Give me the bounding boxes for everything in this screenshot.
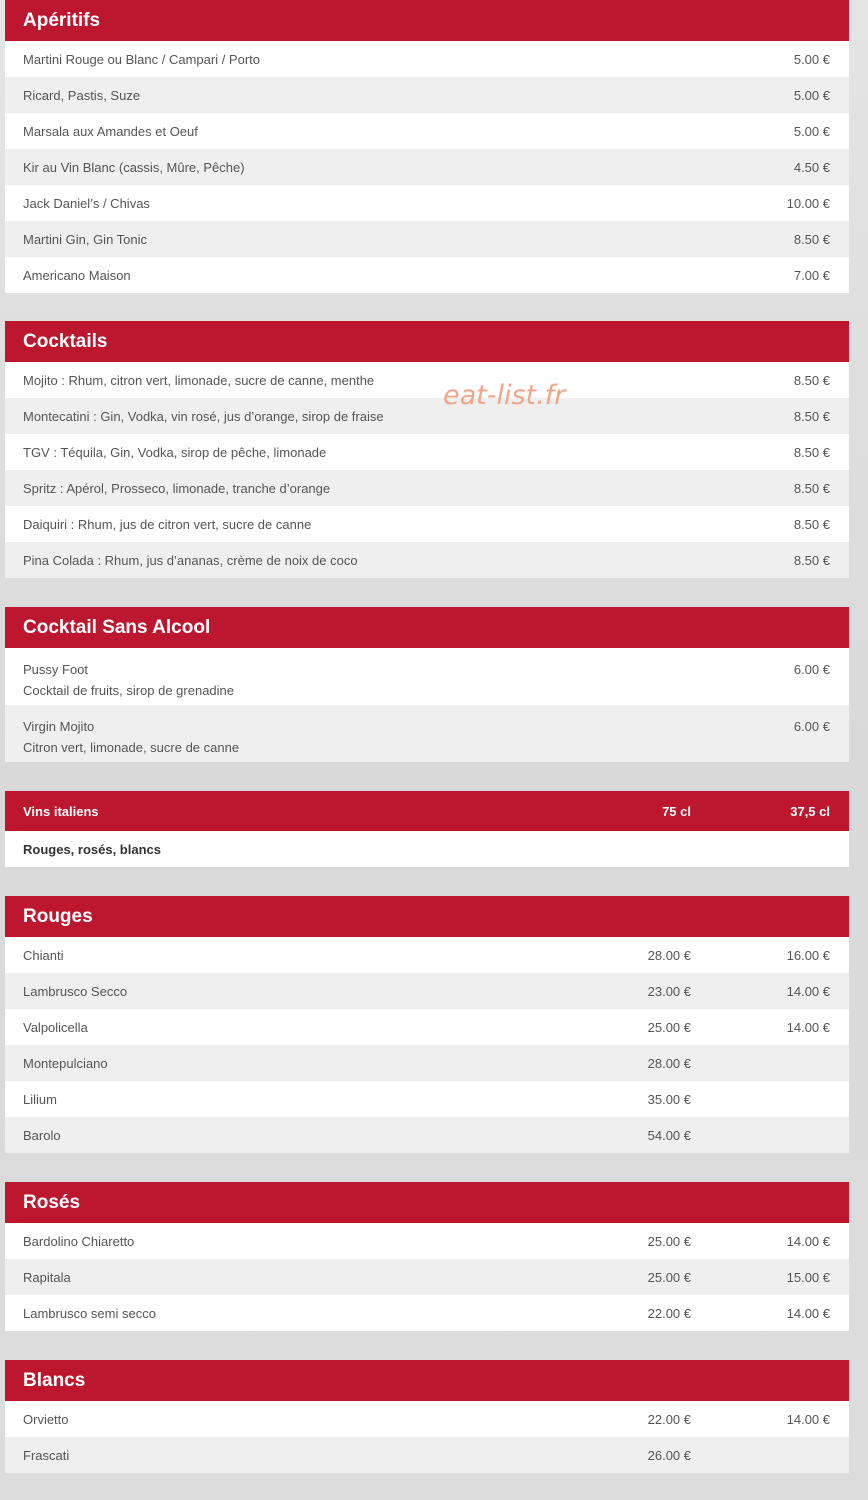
item-description: Citron vert, limonade, sucre de canne [23,740,240,755]
section-subtitle: Rouges, rosés, blancs [5,831,849,867]
section-title: Apéritifs [23,9,101,31]
section-header [5,607,849,648]
item-name: Pina Colada : Rhum, jus d’ananas, crème de noix de coco [23,552,358,568]
column-37cl: 37,5 cl [790,803,830,819]
section-header [5,1360,849,1401]
price-75cl: 26.00 € [647,1447,691,1463]
menu-item [5,113,849,149]
menu-item [5,506,849,542]
item-name: Ricard, Pastis, Suze [23,87,141,103]
item-name: Daiquiri : Rhum, jus de citron vert, sucre de canne [23,516,312,532]
wine-item [5,973,849,1009]
item-name: Montepulciano [23,1055,108,1071]
item-name: Marsala aux Amandes et Oeuf [23,123,198,139]
item-price: 6.00 € [793,719,830,734]
menu-item [5,434,849,470]
item-name: Jack Daniel’s / Chivas [23,195,150,211]
price-75cl: 22.00 € [647,1305,691,1321]
aperitifs-section [5,0,849,293]
item-name: Americano Maison [23,267,131,283]
menu-item [5,185,849,221]
item-name: Barolo [23,1127,61,1143]
item-price: 8.50 € [793,516,830,532]
section-header [5,791,849,831]
menu-item [5,705,849,762]
item-price: 5.00 € [793,87,830,103]
wine-item [5,1401,849,1437]
price-75cl: 23.00 € [647,983,691,999]
menu-item [5,149,849,185]
wine-item [5,1045,849,1081]
item-price: 8.50 € [793,480,830,496]
price-37cl: 14.00 € [786,1411,830,1427]
price-37cl: 14.00 € [786,1019,830,1035]
item-price: 8.50 € [793,408,830,424]
item-name: Lambrusco Secco [23,983,128,999]
price-75cl: 54.00 € [647,1127,691,1143]
item-name: Mojito : Rhum, citron vert, limonade, sucre de canne, menthe [23,372,375,388]
vins-italiens-section [5,791,849,867]
wine-item [5,1081,849,1117]
column-75cl: 75 cl [662,803,691,819]
price-75cl: 25.00 € [647,1233,691,1249]
item-name: Chianti [23,947,64,963]
price-75cl: 25.00 € [647,1019,691,1035]
section-header [5,896,849,937]
wine-item [5,1259,849,1295]
price-37cl: 14.00 € [786,983,830,999]
wine-item [5,1437,849,1473]
menu-item [5,41,849,77]
section-title: Rosés [23,1191,81,1213]
menu-item [5,362,849,398]
item-price: 7.00 € [793,267,830,283]
section-title: Vins italiens [23,803,99,819]
item-name: Valpolicella [23,1019,88,1035]
item-price: 4.50 € [793,159,830,175]
menu-item [5,257,849,293]
menu-item [5,542,849,578]
price-75cl: 22.00 € [647,1411,691,1427]
wine-item [5,1295,849,1331]
section-title: Blancs [23,1369,86,1391]
rouges-section [5,896,849,1153]
wine-item [5,1117,849,1153]
menu-item [5,398,849,434]
price-75cl: 28.00 € [647,1055,691,1071]
item-name: TGV : Téquila, Gin, Vodka, sirop de pêche, limonade [23,444,327,460]
item-name: Pussy Foot [23,662,89,677]
section-header [5,1182,849,1223]
section-title: Cocktails [23,330,108,352]
price-75cl: 25.00 € [647,1269,691,1285]
item-name: Montecatini : Gin, Vodka, vin rosé, jus d’orange, sirop de fraise [23,408,384,424]
section-header [5,0,849,41]
item-name: Martini Rouge ou Blanc / Campari / Porto [23,51,260,67]
item-name: Frascati [23,1447,70,1463]
item-price: 5.00 € [793,123,830,139]
section-header [5,321,849,362]
item-name: Lambrusco semi secco [23,1305,156,1321]
menu-item [5,77,849,113]
item-price: 8.50 € [793,552,830,568]
section-title: Rouges [23,905,93,927]
price-75cl: 35.00 € [647,1091,691,1107]
item-name: Martini Gin, Gin Tonic [23,231,148,247]
item-price: 6.00 € [793,662,830,677]
blancs-section [5,1360,849,1473]
item-name: Orvietto [23,1411,69,1427]
menu-item [5,470,849,506]
menu-item [5,648,849,705]
section-title: Cocktail Sans Alcool [23,616,211,638]
item-description: Cocktail de fruits, sirop de grenadine [23,683,235,698]
item-name: Spritz : Apérol, Prosseco, limonade, tranche d’orange [23,480,331,496]
item-price: 8.50 € [793,444,830,460]
price-37cl: 14.00 € [786,1233,830,1249]
wine-item [5,937,849,973]
cocktails-section [5,321,849,578]
item-name: Lilium [23,1091,57,1107]
item-name: Kir au Vin Blanc (cassis, Mûre, Pêche) [23,159,245,175]
price-37cl: 16.00 € [786,947,830,963]
wine-item [5,1009,849,1045]
item-price: 5.00 € [793,51,830,67]
price-37cl: 14.00 € [786,1305,830,1321]
price-75cl: 28.00 € [647,947,691,963]
item-price: 8.50 € [793,231,830,247]
watermark-text: eat-list.fr [443,380,566,411]
roses-section [5,1182,849,1331]
price-37cl: 15.00 € [786,1269,830,1285]
wine-item [5,1223,849,1259]
menu-item [5,221,849,257]
item-price: 8.50 € [793,372,830,388]
item-name: Rapitala [23,1269,71,1285]
item-name: Virgin Mojito [23,719,95,734]
item-name: Bardolino Chiaretto [23,1233,135,1249]
item-price: 10.00 € [786,195,830,211]
sans-alcool-section [5,607,849,762]
